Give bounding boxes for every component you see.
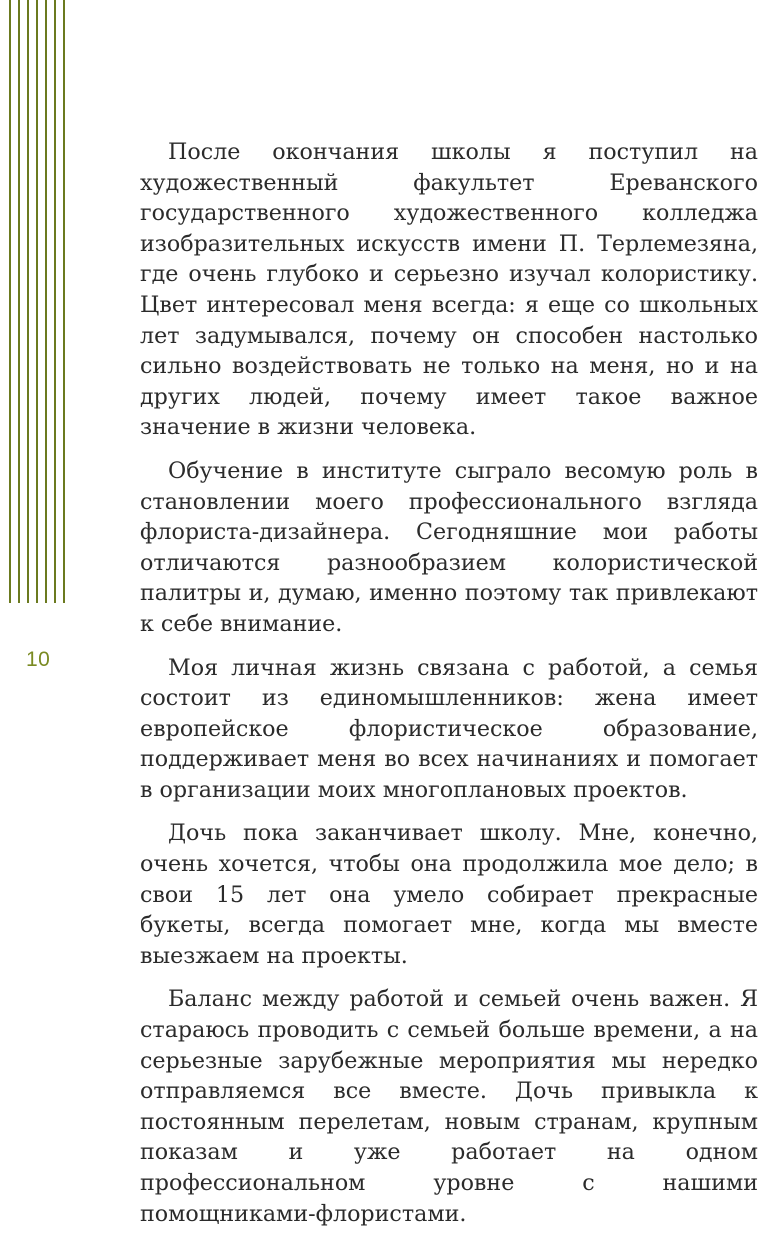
stripe	[9, 0, 11, 603]
paragraph: Обучение в институте сыграло весомую роль в становлении моего профессионального взгляда флориста-дизайнера. Сегодняшние мои работы отличаются разнообразием колористической палитры и, думаю, именно поэтому так привлекают к себе внимание.	[140, 457, 758, 637]
page-number: 10	[26, 648, 51, 671]
stripe	[36, 0, 38, 603]
stripe	[27, 0, 29, 603]
stripe	[45, 0, 47, 603]
stripe	[54, 0, 56, 603]
stripe	[63, 0, 65, 603]
paragraph: Моя личная жизнь связана с работой, а семья состоит из единомышленников: жена имеет европейское флористическое образование, поддерживает меня во всех начинаниях и помогает в организации моих многоплановых проектов.	[140, 654, 758, 803]
body-text	[140, 137, 758, 1242]
paragraph: После окончания школы я поступил на художественный факультет Ереванского государственного художественного колледжа изобразительных искусств имени П. Терлемезяна, где очень глубоко и серьезно изучал колористику. Цвет интересовал меня всегда: я еще со школьных лет задумывался, почему он способен настолько сильно воздействовать не только на меня, но и на других людей, почему имеет такое важное значение в жизни человека.	[140, 139, 758, 441]
stripe	[18, 0, 20, 603]
paragraph: Дочь пока заканчивает школу. Мне, конечно, очень хочется, чтобы она продолжила мое дело; в свои 15 лет она умело собирает прекрасные букеты, всегда помогает мне, когда мы вместе выезжаем на проекты.	[140, 820, 758, 969]
paragraph: Баланс между работой и семьей очень важен. Я стараюсь проводить с семьей больше времени, а на серьезные зарубежные мероприятия мы нередко отправляемся все вместе. Дочь привыкла к постоянным перелетам, новым странам, крупным показам и уже работает на одном профессиональном уровне с нашими помощниками-флористами.	[140, 986, 758, 1227]
decorative-stripes	[9, 0, 69, 603]
